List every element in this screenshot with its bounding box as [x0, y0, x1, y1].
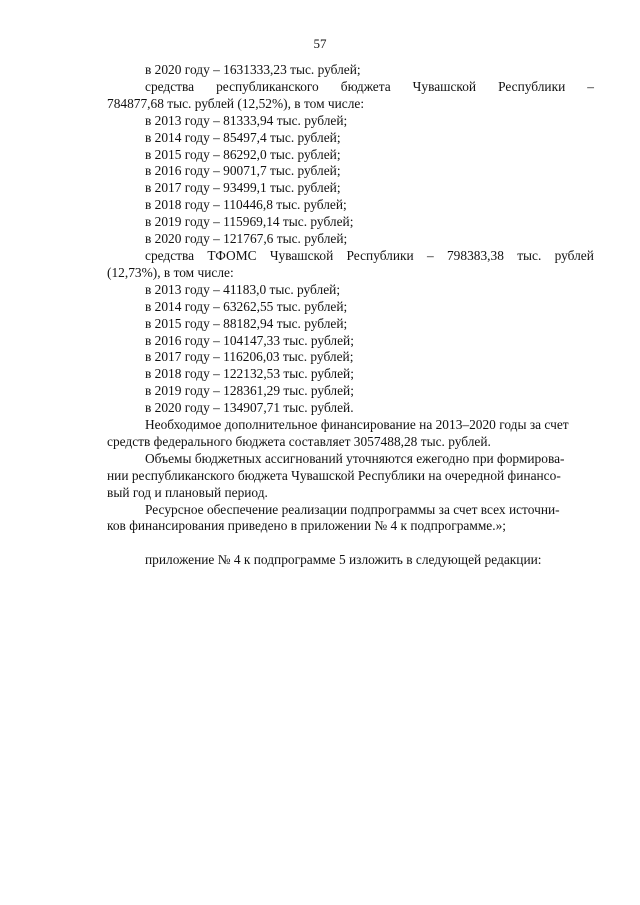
list-item: в 2014 году – 85497,4 тыс. рублей;	[145, 129, 341, 145]
paragraph-line: Необходимое дополнительное финансирование на 2013–2020 годы за счет	[145, 417, 569, 433]
word: средства	[145, 78, 195, 94]
word: Чувашской	[269, 247, 334, 263]
word: бюджета	[340, 78, 391, 94]
word: Чувашской	[412, 78, 477, 94]
list-item: в 2016 году – 90071,7 тыс. рублей;	[145, 163, 341, 179]
paragraph-line: вый год и плановый период.	[107, 484, 268, 500]
paragraph-resource-support	[107, 502, 594, 536]
word: тыс.	[517, 247, 542, 263]
text-line: (12,73%), в том числе:	[107, 264, 234, 280]
text-line: в 2020 году – 1631333,23 тыс. рублей;	[145, 62, 361, 77]
republic-budget-intro	[107, 79, 594, 96]
list-item: в 2016 году – 104147,33 тыс. рублей;	[145, 332, 354, 348]
document-body	[107, 62, 594, 569]
word: республиканского	[216, 78, 319, 94]
list-item: в 2019 году – 115969,14 тыс. рублей;	[145, 214, 354, 230]
list-item: в 2015 году – 86292,0 тыс. рублей;	[145, 146, 341, 162]
word: 798383,38	[446, 247, 504, 263]
word: рублей	[554, 247, 594, 263]
paragraph-line: нии республиканского бюджета Чувашской Республики на очередной финансо-	[107, 467, 561, 483]
list-item: в 2020 году – 134907,71 тыс. рублей.	[145, 400, 354, 416]
paragraph-line: средств федерального бюджета составляет 3057488,28 тыс. рублей.	[107, 433, 491, 449]
paragraph-budget-volumes	[107, 451, 594, 502]
tfoms-intro	[107, 248, 594, 265]
word: –	[427, 247, 434, 263]
word: –	[587, 78, 594, 94]
republic-budget-list	[107, 113, 594, 248]
text-line: 784877,68 тыс. рублей (12,52%), в том числе:	[107, 95, 365, 111]
word: Республики	[346, 247, 414, 263]
list-item: в 2018 году – 110446,8 тыс. рублей;	[145, 197, 347, 213]
paragraph-line: Ресурсное обеспечение реализации подпрограммы за счет всех источни-	[145, 501, 560, 517]
paragraph-appendix: приложение № 4 к подпрограмме 5 изложить в следующей редакции:	[145, 552, 542, 568]
list-item: в 2013 году – 41183,0 тыс. рублей;	[145, 281, 341, 297]
list-item: в 2014 году – 63262,55 тыс. рублей;	[145, 298, 348, 314]
tfoms-list	[107, 282, 594, 417]
word: ТФОМС	[207, 247, 257, 263]
list-item: в 2017 году – 93499,1 тыс. рублей;	[145, 180, 341, 196]
list-item: в 2019 году – 128361,29 тыс. рублей;	[145, 383, 354, 399]
paragraph-line: ков финансирования приведено в приложении № 4 к подпрограмме.»;	[107, 518, 506, 534]
paragraph-additional-funding	[107, 417, 594, 451]
list-item: в 2017 году – 116206,03 тыс. рублей;	[145, 349, 354, 365]
paragraph-line: Объемы бюджетных ассигнований уточняются ежегодно при формирова-	[145, 450, 565, 466]
blank-line	[107, 535, 594, 552]
page-number: 57	[313, 36, 327, 51]
list-item: в 2015 году – 88182,94 тыс. рублей;	[145, 315, 348, 331]
list-item: в 2013 году – 81333,94 тыс. рублей;	[145, 112, 348, 128]
list-item: в 2020 году – 121767,6 тыс. рублей;	[145, 231, 348, 247]
word: Республики	[498, 78, 566, 94]
list-item: в 2018 году – 122132,53 тыс. рублей;	[145, 366, 354, 382]
word: средства	[145, 247, 195, 263]
